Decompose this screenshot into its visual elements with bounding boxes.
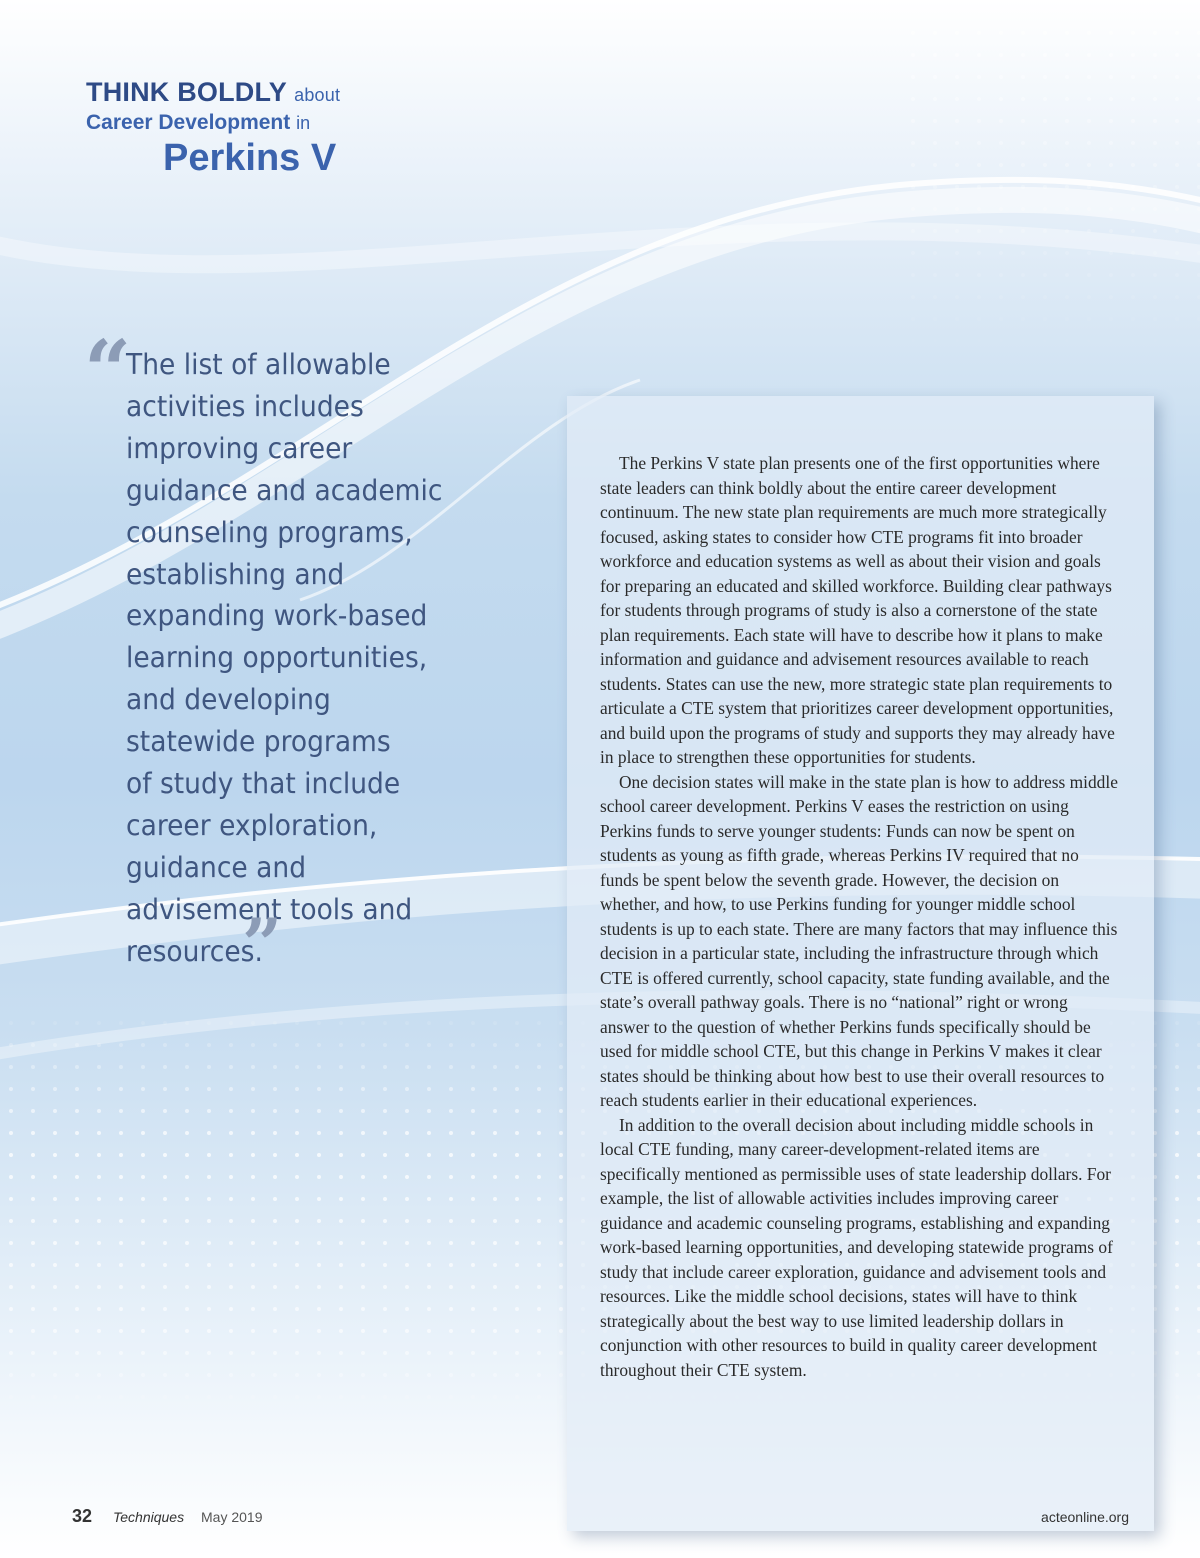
close-quote-mark: ”	[242, 903, 283, 986]
headline-perkins-v: Perkins V	[163, 137, 337, 179]
issue-date: May 2019	[201, 1509, 263, 1525]
article-paragraph-2: One decision states will make in the state plan is how to address middle school career development. Perkins V eases the restriction on using Perkins funds to serve younger students: Funds can now be spent on students as young as fifth grade, whereas Perkins IV required that no funds be spent below the seventh grade. However, the decision on whether, and how, to use Perkins funding for younger middle school students is up to each state. There are many factors that may influence this decision in a particular state, including the infrastructure through which CTE is offered currently, school capacity, state funding available, and the state’s overall pathway goals. There is no “national” right or wrong answer to the question of whether Perkins funds specifically should be used for middle school CTE, but this change in Perkins V makes it clear states should be thinking about how best to use their overall resources to reach students earlier in their educational experiences.	[600, 771, 1118, 1110]
page-number: 32	[72, 1506, 93, 1526]
pull-quote-text: The list of allowable activities includes improving career guidance and academic counseling programs, establishing and expanding work-based learning opportunities, and developing statewide programs of study that include career exploration, guidance and advisement tools and resources.	[126, 348, 443, 968]
open-quote-mark: “	[84, 323, 132, 419]
headline-line-2	[86, 111, 340, 135]
headline-career-development: Career Development	[86, 111, 291, 134]
headline-about: about	[294, 85, 341, 105]
article-body	[600, 451, 1121, 1382]
website-link[interactable]: acteonline.org	[1041, 1509, 1129, 1525]
article-paragraph-3: In addition to the overall decision about including middle schools in local CTE funding, many career-development-related items are specifically mentioned as permissible uses of state leadership dollars. For example, the list of allowable activities includes improving career guidance and academic counseling programs, establishing and expanding work-based learning opportunities, and developing statewide programs of study that include career exploration, guidance and advisement tools and resources. Like the middle school decisions, states will have to think strategically about the best way to use limited leadership dollars in conjunction with other resources to build in quality career development throughout their CTE system.	[600, 1114, 1113, 1380]
headline-in: in	[296, 113, 311, 133]
publication-name: Techniques	[113, 1509, 185, 1525]
page-footer	[0, 1506, 1200, 1536]
headline-line-1	[86, 76, 340, 111]
article-paragraph-1: The Perkins V state plan presents one of the first opportunities where state leaders can think boldly about the entire career development continuum. The new state plan requirements are much more strategically focused, asking states to consider how CTE programs fit into broader workforce and education systems as well as about their vision and goals for preparing an educated and skilled workforce. Building clear pathways for students through programs of study is also a cornerstone of the state plan requirements. Each state will have to describe how it plans to make information and guidance and advisement resources available to reach students. States can use the new, more strategic state plan requirements to articulate a CTE system that prioritizes career development opportunities, and build upon the programs of study and supports they may already have in place to strengthen these opportunities for students.	[600, 453, 1115, 767]
article-headline	[86, 76, 340, 181]
headline-think-boldly: THINK BOLDLY	[86, 77, 287, 107]
